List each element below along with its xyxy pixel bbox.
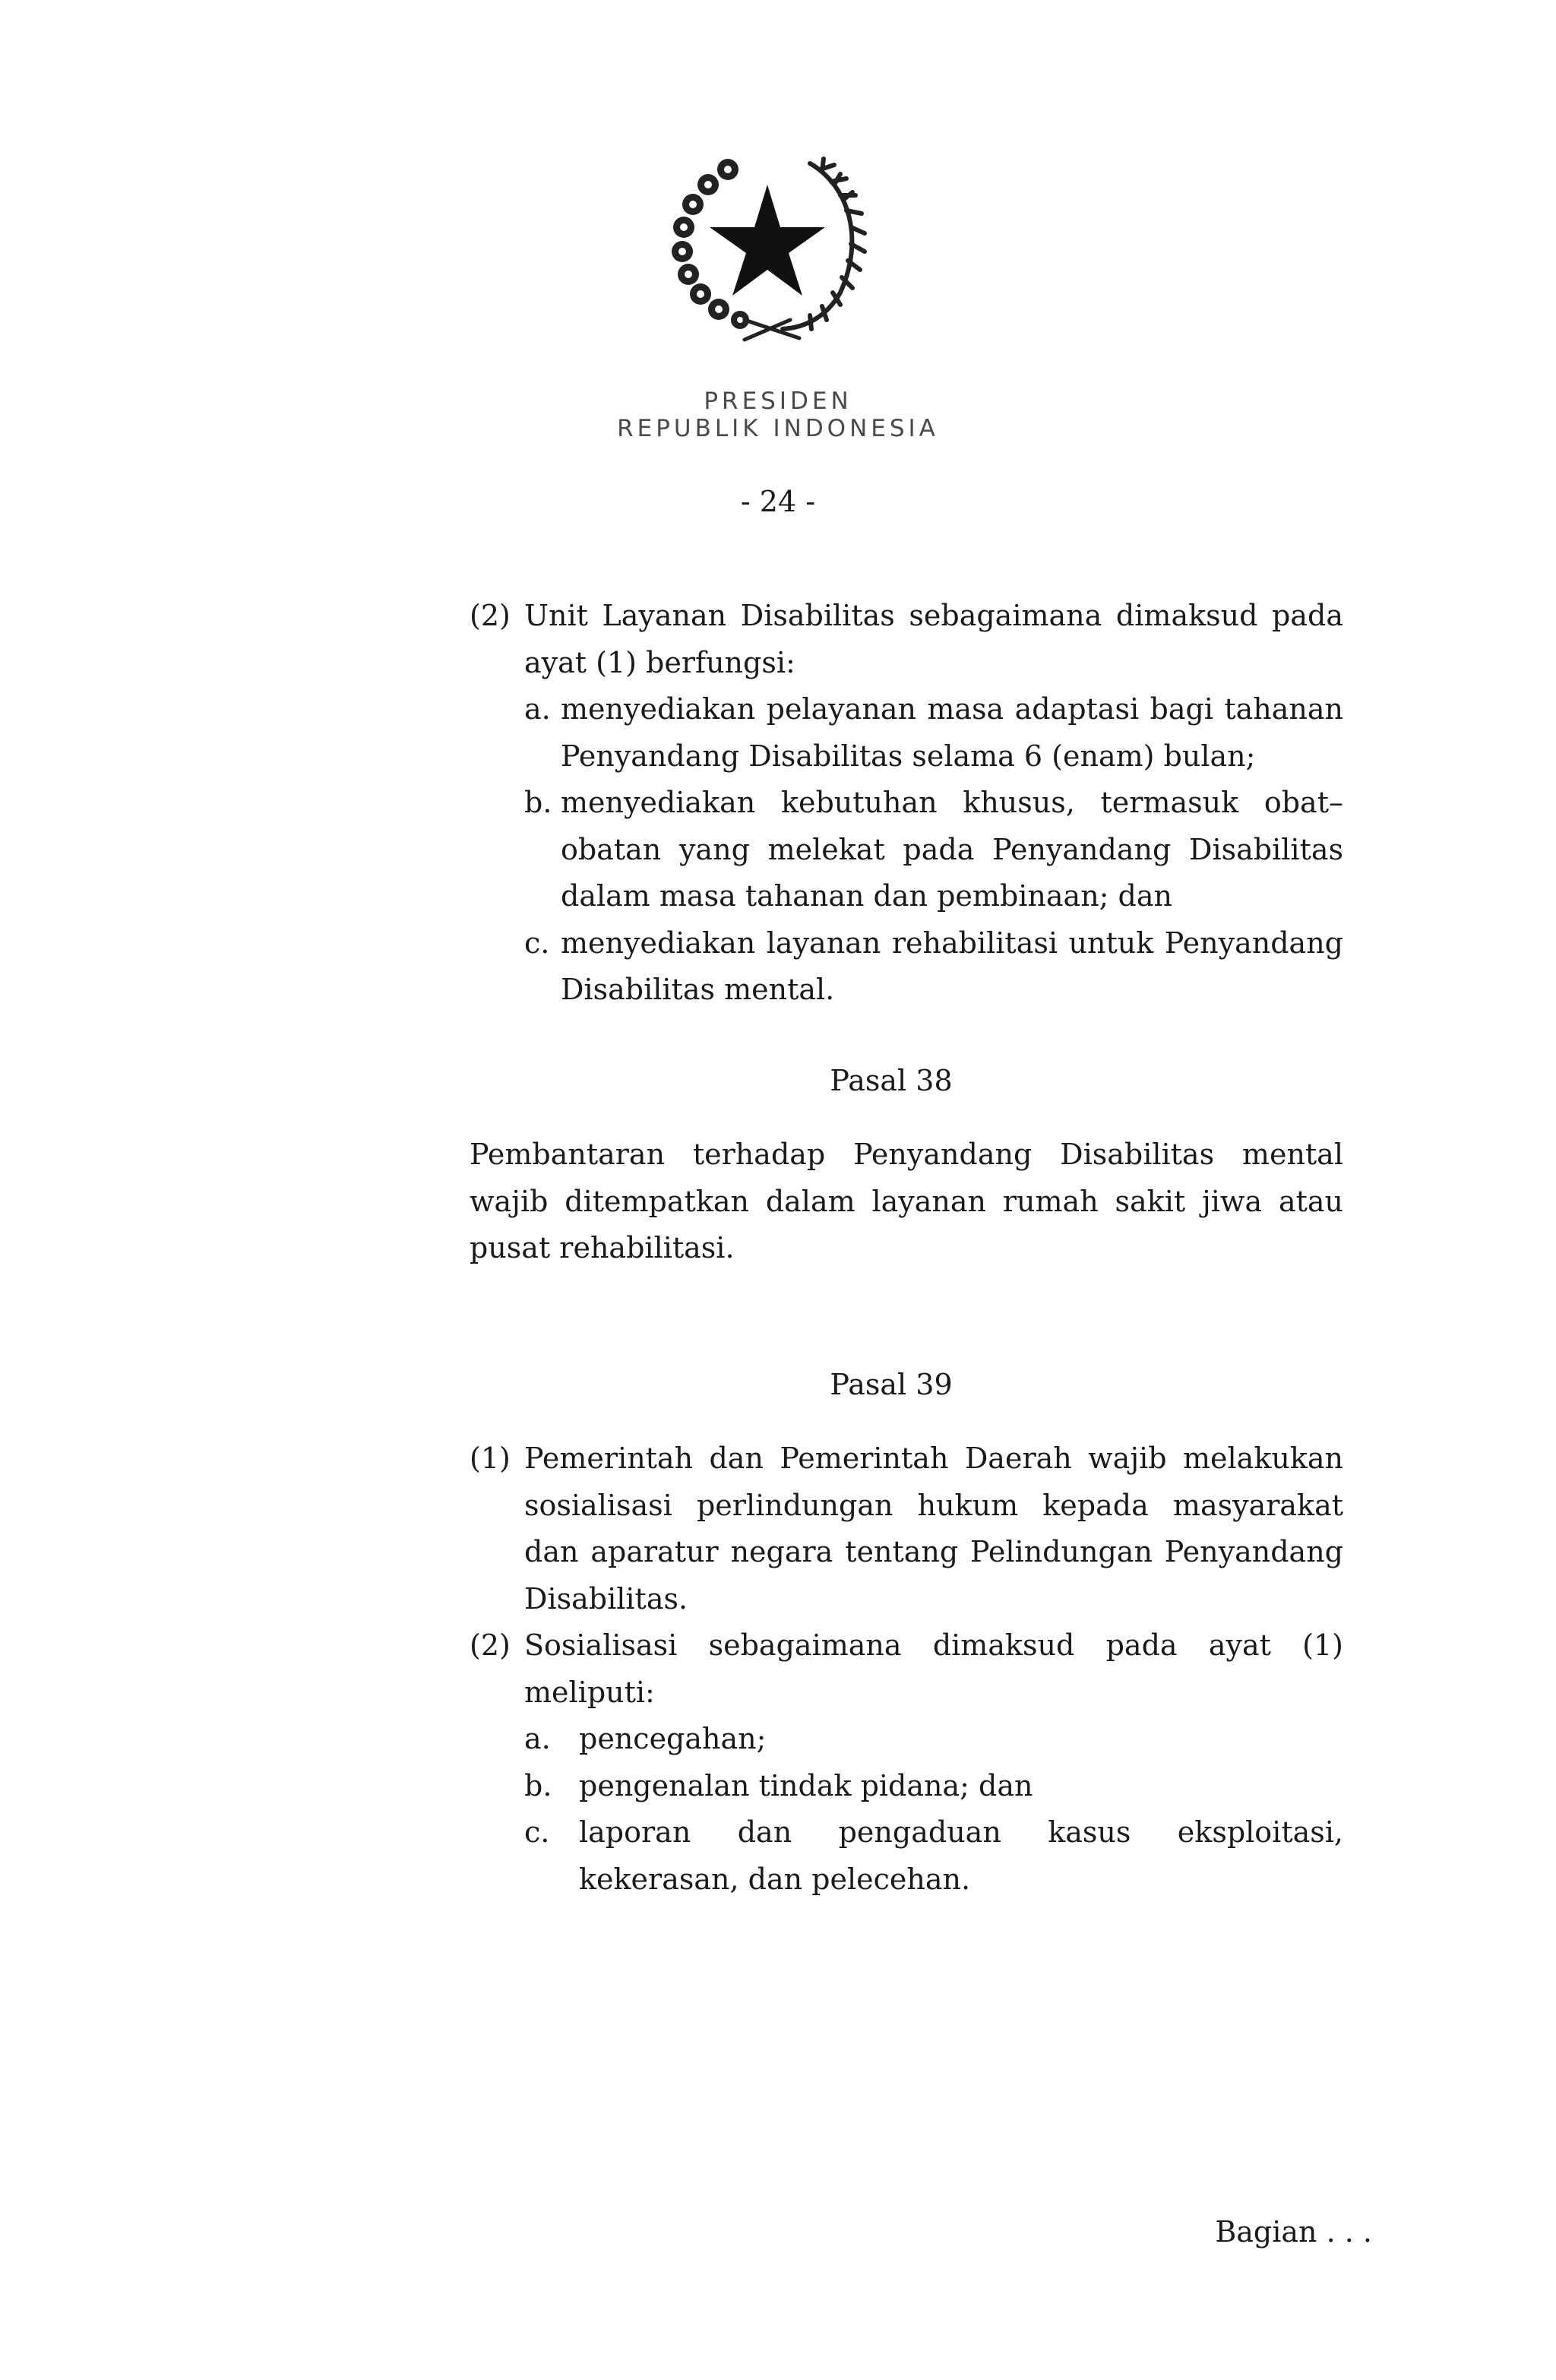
- pasal-38-text: Pembantaran terhadap Penyandang Disabilitas mental wajib ditempatkan dalam layanan rumah sakit jiwa atau pusat rehabilitasi.: [470, 1138, 1343, 1264]
- masthead-title: PRESIDEN: [704, 388, 852, 415]
- ayat-sub-list: [524, 1716, 1343, 1903]
- ayat-text: Sosialisasi sebagaimana dimaksud pada ayat (1) meliputi:: [524, 1628, 1343, 1709]
- ayat-text: Unit Layanan Disabilitas sebagaimana dimaksud pada ayat (1) berfungsi:: [524, 599, 1343, 679]
- list-item-text: laporan dan pengaduan kasus eksploitasi, kekerasan, dan pelecehan.: [579, 1815, 1343, 1896]
- list-item: [524, 686, 1343, 780]
- ayat-item: [470, 1622, 1343, 1716]
- page-number: - 24 -: [740, 485, 816, 518]
- list-item-text: menyediakan layanan rehabilitasi untuk Penyandang Disabilitas mental.: [561, 926, 1343, 1006]
- list-item: [524, 920, 1343, 1014]
- document-body: [470, 593, 1343, 1903]
- ayat-sub-list: [524, 686, 1343, 1014]
- list-item: [524, 1716, 1343, 1763]
- ayat-number: (1): [470, 1442, 511, 1475]
- list-item-label: b.: [524, 786, 552, 819]
- list-item-text: pencegahan;: [579, 1722, 767, 1755]
- list-item-label: a.: [524, 1722, 551, 1755]
- list-item-text: menyediakan pelayanan masa adaptasi bagi tahanan Penyandang Disabilitas selama 6 (enam) bulan;: [561, 692, 1343, 773]
- masthead-subtitle: REPUBLIK INDONESIA: [617, 415, 939, 442]
- list-item-label: a.: [524, 692, 551, 726]
- ayat-number: (2): [470, 599, 511, 632]
- ayat-number: (2): [470, 1628, 511, 1662]
- list-item: [524, 1763, 1343, 1810]
- ayat-item: [470, 1435, 1343, 1622]
- garuda-star-emblem-icon: [661, 148, 874, 346]
- list-item-label: c.: [524, 926, 550, 960]
- ayat-text: Pemerintah dan Pemerintah Daerah wajib melakukan sosialisasi perlindungan hukum kepada masyarakat dan aparatur negara tentang Pelindungan Penyandang Disabilitas.: [524, 1442, 1343, 1616]
- pasal-38-title: Pasal 38: [830, 1063, 953, 1097]
- list-item-label: b.: [524, 1768, 552, 1802]
- list-item: [524, 780, 1343, 920]
- ayat-item: [470, 593, 1343, 686]
- list-item-label: c.: [524, 1815, 550, 1849]
- list-item-text: menyediakan kebutuhan khusus, termasuk obat–obatan yang melekat pada Penyandang Disabilitas dalam masa tahanan dan pembinaan; dan: [561, 786, 1343, 913]
- list-item-text: pengenalan tindak pidana; dan: [579, 1768, 1033, 1802]
- pasal-39-title: Pasal 39: [830, 1367, 953, 1401]
- list-item: [524, 1809, 1343, 1903]
- star-icon: [710, 185, 825, 296]
- continuation-catchword: Bagian . . .: [1215, 2215, 1372, 2249]
